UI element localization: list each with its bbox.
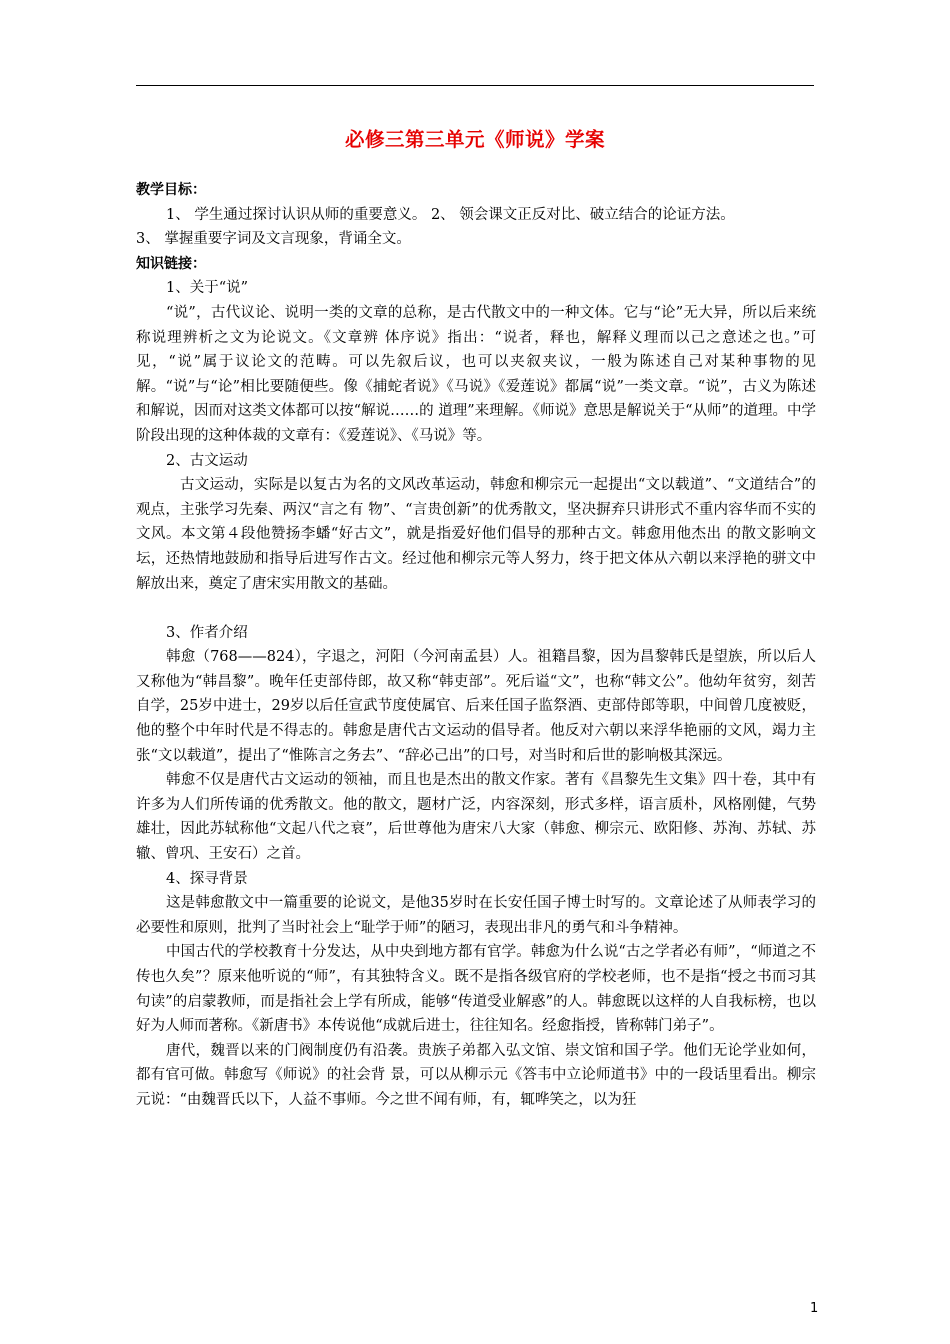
section-4-heading: 4、探寻背景 — [166, 870, 248, 887]
section-4-paragraph-2: 中国古代的学校教育十分发达，从中央到地方都有官学。韩愈为什么说“古之学者必有师”，“师道之不传也久矣”？原来他听说的“师”，有其独特含义。既不是指各级官府的学校老师，也不是指“授之书而习其句读”的启蒙教师，而是指社会上学有所成，能够“传道受业解惑”的人。韩愈既以这样的人自我标榜，也以好为人师而著称。《新唐书》本传说他“成就后进士，往往知名。经愈指授，皆称韩门弟子”。 — [136, 944, 816, 1035]
top-rule — [136, 85, 814, 86]
section-3-paragraph-2: 韩愈不仅是唐代古文运动的领袖，而且也是杰出的散文作家。著有《昌黎先生文集》四十卷，其中有许多为人们所传诵的优秀散文。他的散文，题材广泛，内容深刻，形式多样，语言质朴，风格刚健，气势雄壮，因此苏轼称他“文起八代之衰”，后世尊他为唐宋八大家（韩愈、柳宗元、欧阳修、苏洵、苏轼、苏辙、曾巩、王安石）之首。 — [136, 772, 816, 863]
section-1-heading: 1、关于“说” — [166, 280, 249, 297]
section-4-paragraph-1: 这是韩愈散文中一篇重要的论说文，是他35岁时在长安任国子博士时写的。文章论述了从师表学习的必要性和原则，批判了当时社会上“耻学于师”的陋习，表现出非凡的勇气和斗争精神。 — [136, 895, 816, 936]
goals-heading: 教学目标： — [136, 182, 206, 198]
section-3-paragraph-1: 韩愈（768——824），字退之，河阳（今河南孟县）人。祖籍昌黎，因为昌黎韩氏是望族，所以后人又称他为“韩昌黎”。晚年任吏部侍郎，故又称“韩吏部”。死后谥“文”，也称“韩文公”。他幼年贫穷，刻苦自学，25岁中进士，29岁以后任宣武节度使属官、后来任国子监祭酒、吏部侍郎等职，中间曾几度被贬，他的整个中年时代是不得志的。韩愈是唐代古文运动的倡导者。他反对六朝以来浮华艳丽的文风，竭力主张“文以载道”，提出了“惟陈言之务去”、“辞必己出”的口号，对当时和后世的影响极其深远。 — [136, 649, 816, 764]
spacer — [136, 596, 816, 621]
goals-line-1: 1、 学生通过探讨认识从师的重要意义。 2、 领会课文正反对比、破立结合的论证方法。 — [166, 206, 735, 223]
goals-line-2: 3、 掌握重要字词及文言现象，背诵全文。 — [136, 231, 411, 248]
section-1-paragraph: “说”，古代议论、说明一类的文章的总称，是古代散文中的一种文体。它与“论”无大异，所以后来统称说理辨析之文为论说文。《文章辨 体序说》指出：“说者，释也，解释义理而以己之意述之也。”可见，“说”属于议论文的范畴。可以先叙后议，也可以夹叙夹议，一般为陈述自己对某种事物的见 解。“说”与“论”相比要随便些。像《捕蛇者说》《马说》《爱莲说》都属“说”一类文章。“说”，古义为陈述和解说，因而对这类文体都可以按“解说……的 道理”来理解。《师说》意思是解说关于“从师”的道理。中学阶段出现的这种体裁的文章有：《爱莲说》、《马说》等。 — [136, 304, 816, 444]
page-number: 1 — [810, 1301, 819, 1316]
page-title: 必修三第三单元《师说》学案 — [344, 128, 605, 151]
knowledge-heading: 知识链接： — [136, 255, 206, 272]
section-3-heading: 3、作者介绍 — [166, 624, 248, 641]
section-2-paragraph: 古文运动，实际是以复古为名的文风改革运动，韩愈和柳宗元一起提出“文以载道”、“文道结合”的观点，主张学习先秦、两汉“言之有 物”、“言贵创新”的优秀散文，坚决摒弃只讲形式不重内容华而不实的文风。本文第４段他赞扬李蟠“好古文”，就是指爱好他们倡导的那种古文。韩愈用他杰出 的散文影响文坛，还热情地鼓励和指导后进写作古文。经过他和柳宗元等人努力，终于把文体从六朝以来浮艳的骈文中解放出来，奠定了唐宋实用散文的基础。 — [136, 477, 816, 592]
section-4-paragraph-3: 唐代，魏晋以来的门阀制度仍有沿袭。贵族子弟都入弘文馆、崇文馆和国子学。他们无论学业如何，都有官可做。韩愈写《师说》的社会背 景，可以从柳示元《答韦中立论师道书》中的一段话里看出。柳宗元说：“由魏晋氏以下，人益不事师。今之世不闻有师，有，辄哗笑之，以为狂 — [136, 1042, 816, 1108]
section-2-heading: 2、古文运动 — [166, 452, 248, 469]
document-body — [136, 178, 816, 1113]
